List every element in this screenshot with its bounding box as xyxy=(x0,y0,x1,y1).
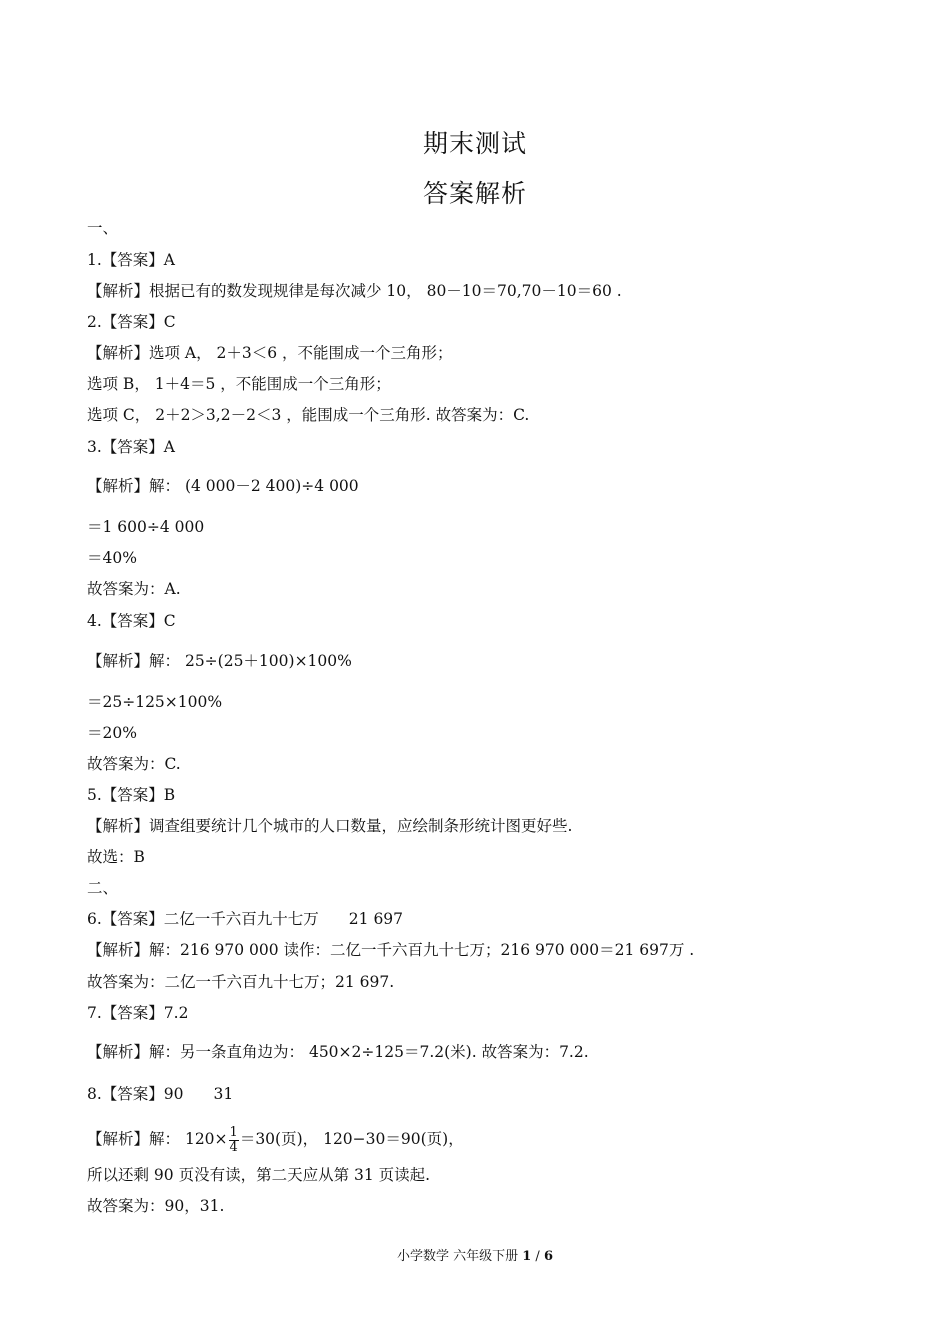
section-heading-1: 一、 xyxy=(87,219,119,237)
answer-line-q6 xyxy=(87,909,403,929)
answer-part-2: 31 xyxy=(213,1085,234,1103)
math-expression: (4 000－2 400)÷4 000 xyxy=(184,477,359,495)
unit-paren: (页) xyxy=(420,1130,449,1148)
analysis-line-q5: 【解析】调查组要统计几个城市的人口数量，应绘制条形统计图更好些. xyxy=(87,817,573,835)
conclusion-q5: 故选：B xyxy=(87,848,145,866)
math-expression: 450×2÷125＝7.2 xyxy=(308,1043,445,1061)
answer-line-q8 xyxy=(87,1084,233,1104)
answer-line-q5: 5.【答案】B xyxy=(87,786,176,804)
math-expression: ＝30 xyxy=(239,1130,276,1148)
math-expression: ， 120−30＝90 xyxy=(302,1130,421,1148)
analysis-line-q2-a: 【解析】选项 A， 2＋3＜6 ，不能围成一个三角形； xyxy=(87,344,453,362)
page-number: 1 xyxy=(522,1249,532,1264)
analysis-line-q7 xyxy=(87,1042,589,1062)
conclusion-q4: 故答案为：C. xyxy=(87,755,181,773)
analysis-prefix: 【解析】解： xyxy=(87,652,181,670)
unit-paren: (页) xyxy=(275,1130,303,1148)
footer-text: 小学数学 六年级下册 xyxy=(396,1249,523,1264)
answer-line-q2: 2.【答案】C xyxy=(87,313,176,331)
analysis-line-q4 xyxy=(87,651,352,671)
answer-part-2: 21 697 xyxy=(348,910,404,928)
math-expression: 120× xyxy=(184,1130,228,1148)
conclusion-q3: 故答案为：A. xyxy=(87,580,181,598)
answer-part-1: 6.【答案】二亿一千六百九十七万 xyxy=(87,910,319,928)
analysis-prefix: 【解析】解： xyxy=(87,1130,181,1148)
calc-step-q4-b: ＝20% xyxy=(87,724,137,742)
analysis-prefix: 【解析】解：另一条直角边为： xyxy=(87,1043,305,1061)
analysis-line-q8-b: 所以还剩 90 页没有读，第二天应从第 31 页读起. xyxy=(87,1166,431,1184)
calc-step-q4-a: ＝25÷125×100% xyxy=(87,693,223,711)
answer-part-1: 8.【答案】90 xyxy=(87,1085,184,1103)
analysis-line-q2-b: 选项 B， 1＋4＝5 ，不能围成一个三角形； xyxy=(87,375,391,393)
document-subtitle: 答案解析 xyxy=(422,179,527,208)
fraction-denominator: 4 xyxy=(229,1139,238,1155)
calc-step-q3-a: ＝1 600÷4 000 xyxy=(87,518,205,536)
analysis-line-q8 xyxy=(87,1124,464,1155)
page-total: 6 xyxy=(543,1249,553,1264)
unit-paren: (米) xyxy=(444,1043,472,1061)
conclusion-q8: 故答案为：90，31. xyxy=(87,1197,225,1215)
analysis-prefix: 【解析】解： xyxy=(87,477,181,495)
answer-line-q4: 4.【答案】C xyxy=(87,612,176,630)
analysis-line-q2-c: 选项 C， 2＋2＞3,2－2＜3 ，能围成一个三角形. 故答案为：C. xyxy=(87,406,530,424)
page-footer xyxy=(0,1245,950,1264)
answer-line-q3: 3.【答案】A xyxy=(87,438,175,456)
document-title: 期末测试 xyxy=(422,129,527,158)
math-expression: 25÷(25＋100)×100% xyxy=(184,652,352,670)
fraction-numerator: 1 xyxy=(229,1124,238,1140)
calc-step-q3-b: ＝40% xyxy=(87,549,137,567)
page-separator: / xyxy=(531,1249,544,1264)
conclusion-text: . 故答案为：7.2. xyxy=(471,1043,589,1061)
answer-line-q1: 1.【答案】A xyxy=(87,251,175,269)
analysis-line-q1: 【解析】根据已有的数发现规律是每次减少 10， 80－10＝70,70－10＝60 . xyxy=(87,282,622,300)
conclusion-q6: 故答案为：二亿一千六百九十七万；21 697. xyxy=(87,973,395,991)
analysis-line-q3 xyxy=(87,476,359,496)
section-heading-2: 二、 xyxy=(87,879,119,897)
analysis-line-q6: 【解析】解：216 970 000 读作：二亿一千六百九十七万；216 970 000＝21 697万 . xyxy=(87,941,695,959)
fraction-one-quarter xyxy=(229,1126,239,1155)
punctuation: ， xyxy=(448,1130,464,1148)
answer-line-q7: 7.【答案】7.2 xyxy=(87,1004,189,1022)
